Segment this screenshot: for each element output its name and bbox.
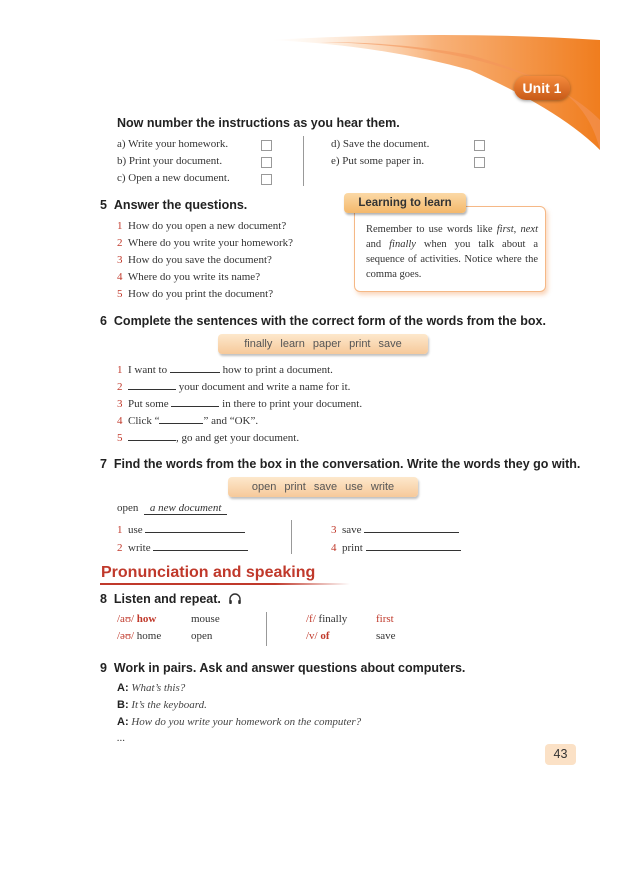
blank-4[interactable] — [159, 413, 203, 424]
question-4: 4 Where do you write its name? — [117, 271, 261, 283]
match-4: 4 print — [331, 540, 461, 554]
section8-divider — [266, 612, 267, 646]
blank-2[interactable] — [128, 379, 176, 390]
checkbox-e[interactable] — [474, 157, 485, 168]
page-number: 43 — [545, 744, 576, 765]
section7-word-box: open print save use write — [228, 477, 418, 497]
instruction-d: d) Save the document. — [331, 138, 430, 150]
match-blank-1[interactable] — [145, 522, 245, 533]
pron-row-2-right: /v/ of — [306, 630, 330, 642]
example-line: open a new document — [117, 502, 227, 514]
sentence-4: 4 Click “ ” and “OK”. — [117, 415, 259, 427]
pron-word-mouse: mouse — [191, 613, 220, 625]
section5-heading: 5 Answer the questions. — [100, 198, 248, 212]
unit-tab — [514, 76, 570, 100]
pron-word-first: first — [376, 613, 394, 625]
pronunciation-title-rule — [100, 583, 350, 585]
dialog-line-1: A: What’s this? — [117, 682, 186, 694]
match-3: 3 save — [331, 522, 459, 536]
sentence-3: 3 Put some in there to print your document. — [117, 398, 363, 410]
pron-row-2: /əʊ/ home — [117, 630, 162, 642]
section8-heading: 8 Listen and repeat. — [100, 592, 221, 606]
section7-divider — [291, 520, 292, 554]
sentence-5: 5 , go and get your document. — [117, 432, 300, 444]
pronunciation-section-title: Pronunciation and speaking — [101, 564, 316, 581]
checkbox-d[interactable] — [474, 140, 485, 151]
pron-word-save: save — [376, 630, 396, 642]
instruction-a: a) Write your homework. — [117, 138, 229, 150]
question-2: 2 Where do you write your homework? — [117, 237, 294, 249]
learning-box-text: Remember to use words like first, next and finally when you talk about a sequence of activities. Notice where the comma goes. — [366, 224, 539, 280]
unit-tab-label: Unit 1 — [522, 80, 562, 96]
section9-heading: 9 Work in pairs. Ask and answer questions about computers. — [100, 661, 466, 675]
pron-word-open: open — [191, 630, 213, 642]
match-1: 1 use — [117, 522, 245, 536]
learning-box-title: Learning to learn — [344, 193, 466, 213]
checkbox-b[interactable] — [261, 157, 272, 168]
section7-heading: 7 Find the words from the box in the conversation. Write the words they go with. — [100, 457, 581, 471]
dialog-ellipsis: ... — [117, 732, 126, 744]
match-blank-4[interactable] — [366, 540, 461, 551]
section6-word-box: finally learn paper print save — [218, 334, 428, 354]
section4-divider — [303, 136, 304, 186]
blank-3[interactable] — [171, 396, 219, 407]
dialog-line-2: B: It’s the keyboard. — [117, 699, 207, 711]
blank-5[interactable] — [128, 430, 176, 441]
section6-heading: 6 Complete the sentences with the correct form of the words from the box. — [100, 314, 546, 328]
blank-1[interactable] — [170, 362, 220, 373]
instruction-b: b) Print your document. — [117, 155, 223, 167]
dialog-line-3: A: How do you write your homework on the computer? — [117, 716, 362, 728]
sentence-2: 2 your document and write a name for it. — [117, 381, 351, 393]
instruction-e: e) Put some paper in. — [331, 155, 425, 167]
question-1: 1 How do you open a new document? — [117, 220, 287, 232]
question-3: 3 How do you save the document? — [117, 254, 272, 266]
section4-heading: Now number the instructions as you hear them. — [117, 116, 400, 130]
headphones-icon[interactable] — [228, 592, 242, 606]
match-2: 2 write — [117, 540, 248, 554]
question-5: 5 How do you print the document? — [117, 288, 274, 300]
match-blank-2[interactable] — [153, 540, 248, 551]
pron-row-1-right: /f/ finally — [306, 613, 348, 625]
checkbox-a[interactable] — [261, 140, 272, 151]
checkbox-c[interactable] — [261, 174, 272, 185]
sentence-1: 1 I want to how to print a document. — [117, 364, 333, 376]
instruction-c: c) Open a new document. — [117, 172, 230, 184]
pron-row-1: /aʊ/ how — [117, 613, 157, 625]
example-answer: a new document — [144, 502, 227, 515]
match-blank-3[interactable] — [364, 522, 459, 533]
